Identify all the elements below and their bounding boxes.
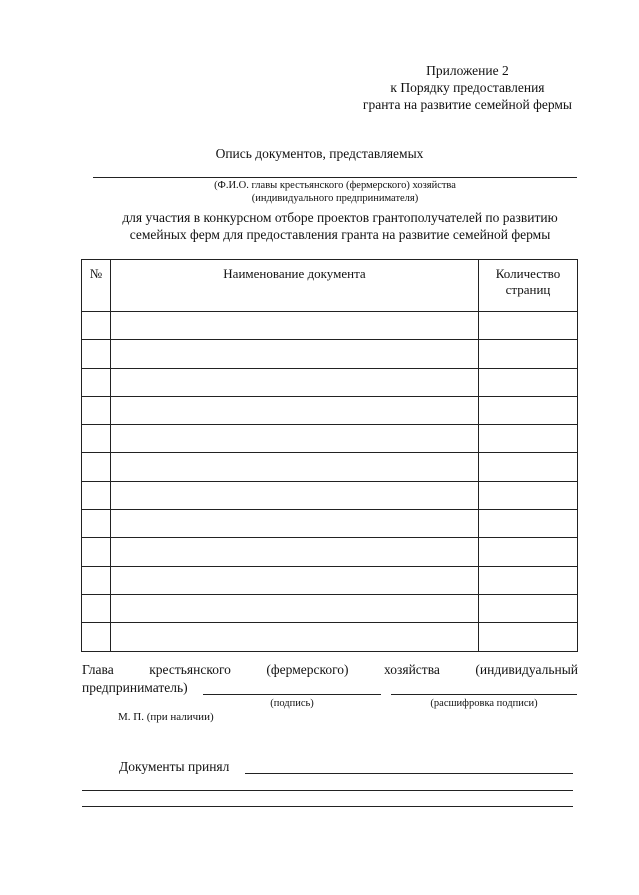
table-row (82, 510, 578, 538)
col-header-pages: Количество страниц (479, 260, 578, 312)
cell-document-name[interactable] (111, 510, 479, 538)
cell-document-name[interactable] (111, 566, 479, 594)
cell-number[interactable] (82, 453, 111, 481)
signature-decode-line[interactable] (391, 694, 577, 695)
cell-page-count[interactable] (479, 594, 578, 622)
head-title-line1: Глава крестьянского (фермерского) хозяйства (индивидуальный (82, 662, 578, 677)
table-row (82, 623, 578, 651)
accepted-line-3[interactable] (82, 806, 573, 807)
cell-number[interactable] (82, 594, 111, 622)
documents-table (81, 259, 578, 652)
cell-page-count[interactable] (479, 566, 578, 594)
cell-page-count[interactable] (479, 623, 578, 651)
signature-line[interactable] (203, 694, 381, 695)
cell-number[interactable] (82, 312, 111, 340)
appendix-ref: к Порядку предоставления (390, 80, 545, 95)
cell-document-name[interactable] (111, 312, 479, 340)
page-title: Опись документов, представляемых (215, 146, 424, 161)
cell-document-name[interactable] (111, 368, 479, 396)
table-row (82, 312, 578, 340)
signature-decode-caption: (расшифровка подписи) (430, 698, 538, 709)
fio-caption-line1: (Ф.И.О. главы крестьянского (фермерского) хозяйства (214, 180, 456, 191)
cell-document-name[interactable] (111, 425, 479, 453)
purpose-line2: семейных ферм для предоставления гранта на развитие семейной фермы (129, 227, 551, 242)
cell-page-count[interactable] (479, 481, 578, 509)
signature-caption: (подпись) (270, 698, 314, 709)
table-header-row (82, 260, 578, 312)
documents-accepted-label: Документы принял (119, 759, 230, 774)
purpose-text (60, 209, 620, 243)
accepted-line-1[interactable] (245, 773, 573, 774)
table-row (82, 368, 578, 396)
cell-number[interactable] (82, 340, 111, 368)
cell-page-count[interactable] (479, 340, 578, 368)
appendix-subject: гранта на развитие семейной фермы (362, 97, 572, 112)
table-row (82, 594, 578, 622)
table-row (82, 538, 578, 566)
cell-document-name[interactable] (111, 340, 479, 368)
fio-line (93, 177, 577, 178)
cell-document-name[interactable] (111, 453, 479, 481)
table-row (82, 453, 578, 481)
cell-number[interactable] (82, 368, 111, 396)
cell-page-count[interactable] (479, 453, 578, 481)
cell-number[interactable] (82, 623, 111, 651)
cell-number[interactable] (82, 510, 111, 538)
cell-page-count[interactable] (479, 510, 578, 538)
cell-document-name[interactable] (111, 623, 479, 651)
table-row (82, 340, 578, 368)
cell-number[interactable] (82, 396, 111, 424)
cell-page-count[interactable] (479, 396, 578, 424)
cell-document-name[interactable] (111, 481, 479, 509)
table-row (82, 396, 578, 424)
table-row (82, 481, 578, 509)
appendix-block (363, 62, 572, 113)
cell-page-count[interactable] (479, 368, 578, 396)
cell-number[interactable] (82, 425, 111, 453)
stamp-label: М. П. (при наличии) (118, 711, 214, 723)
cell-page-count[interactable] (479, 425, 578, 453)
cell-document-name[interactable] (111, 538, 479, 566)
appendix-number: Приложение 2 (426, 63, 509, 78)
cell-number[interactable] (82, 481, 111, 509)
purpose-line1: для участия в конкурсном отборе проектов грантополучателей по развитию (122, 210, 558, 225)
fio-caption-line2: (индивидуального предпринимателя) (251, 193, 419, 204)
table-body (82, 312, 578, 652)
cell-document-name[interactable] (111, 594, 479, 622)
head-title-line2: предприниматель) (82, 680, 188, 695)
col-header-name: Наименование документа (111, 260, 479, 312)
cell-page-count[interactable] (479, 312, 578, 340)
table-row (82, 566, 578, 594)
cell-document-name[interactable] (111, 396, 479, 424)
cell-number[interactable] (82, 566, 111, 594)
accepted-line-2[interactable] (82, 790, 573, 791)
table-row (82, 425, 578, 453)
cell-number[interactable] (82, 538, 111, 566)
col-header-number: № (82, 260, 111, 312)
fio-caption (93, 179, 577, 205)
cell-page-count[interactable] (479, 538, 578, 566)
